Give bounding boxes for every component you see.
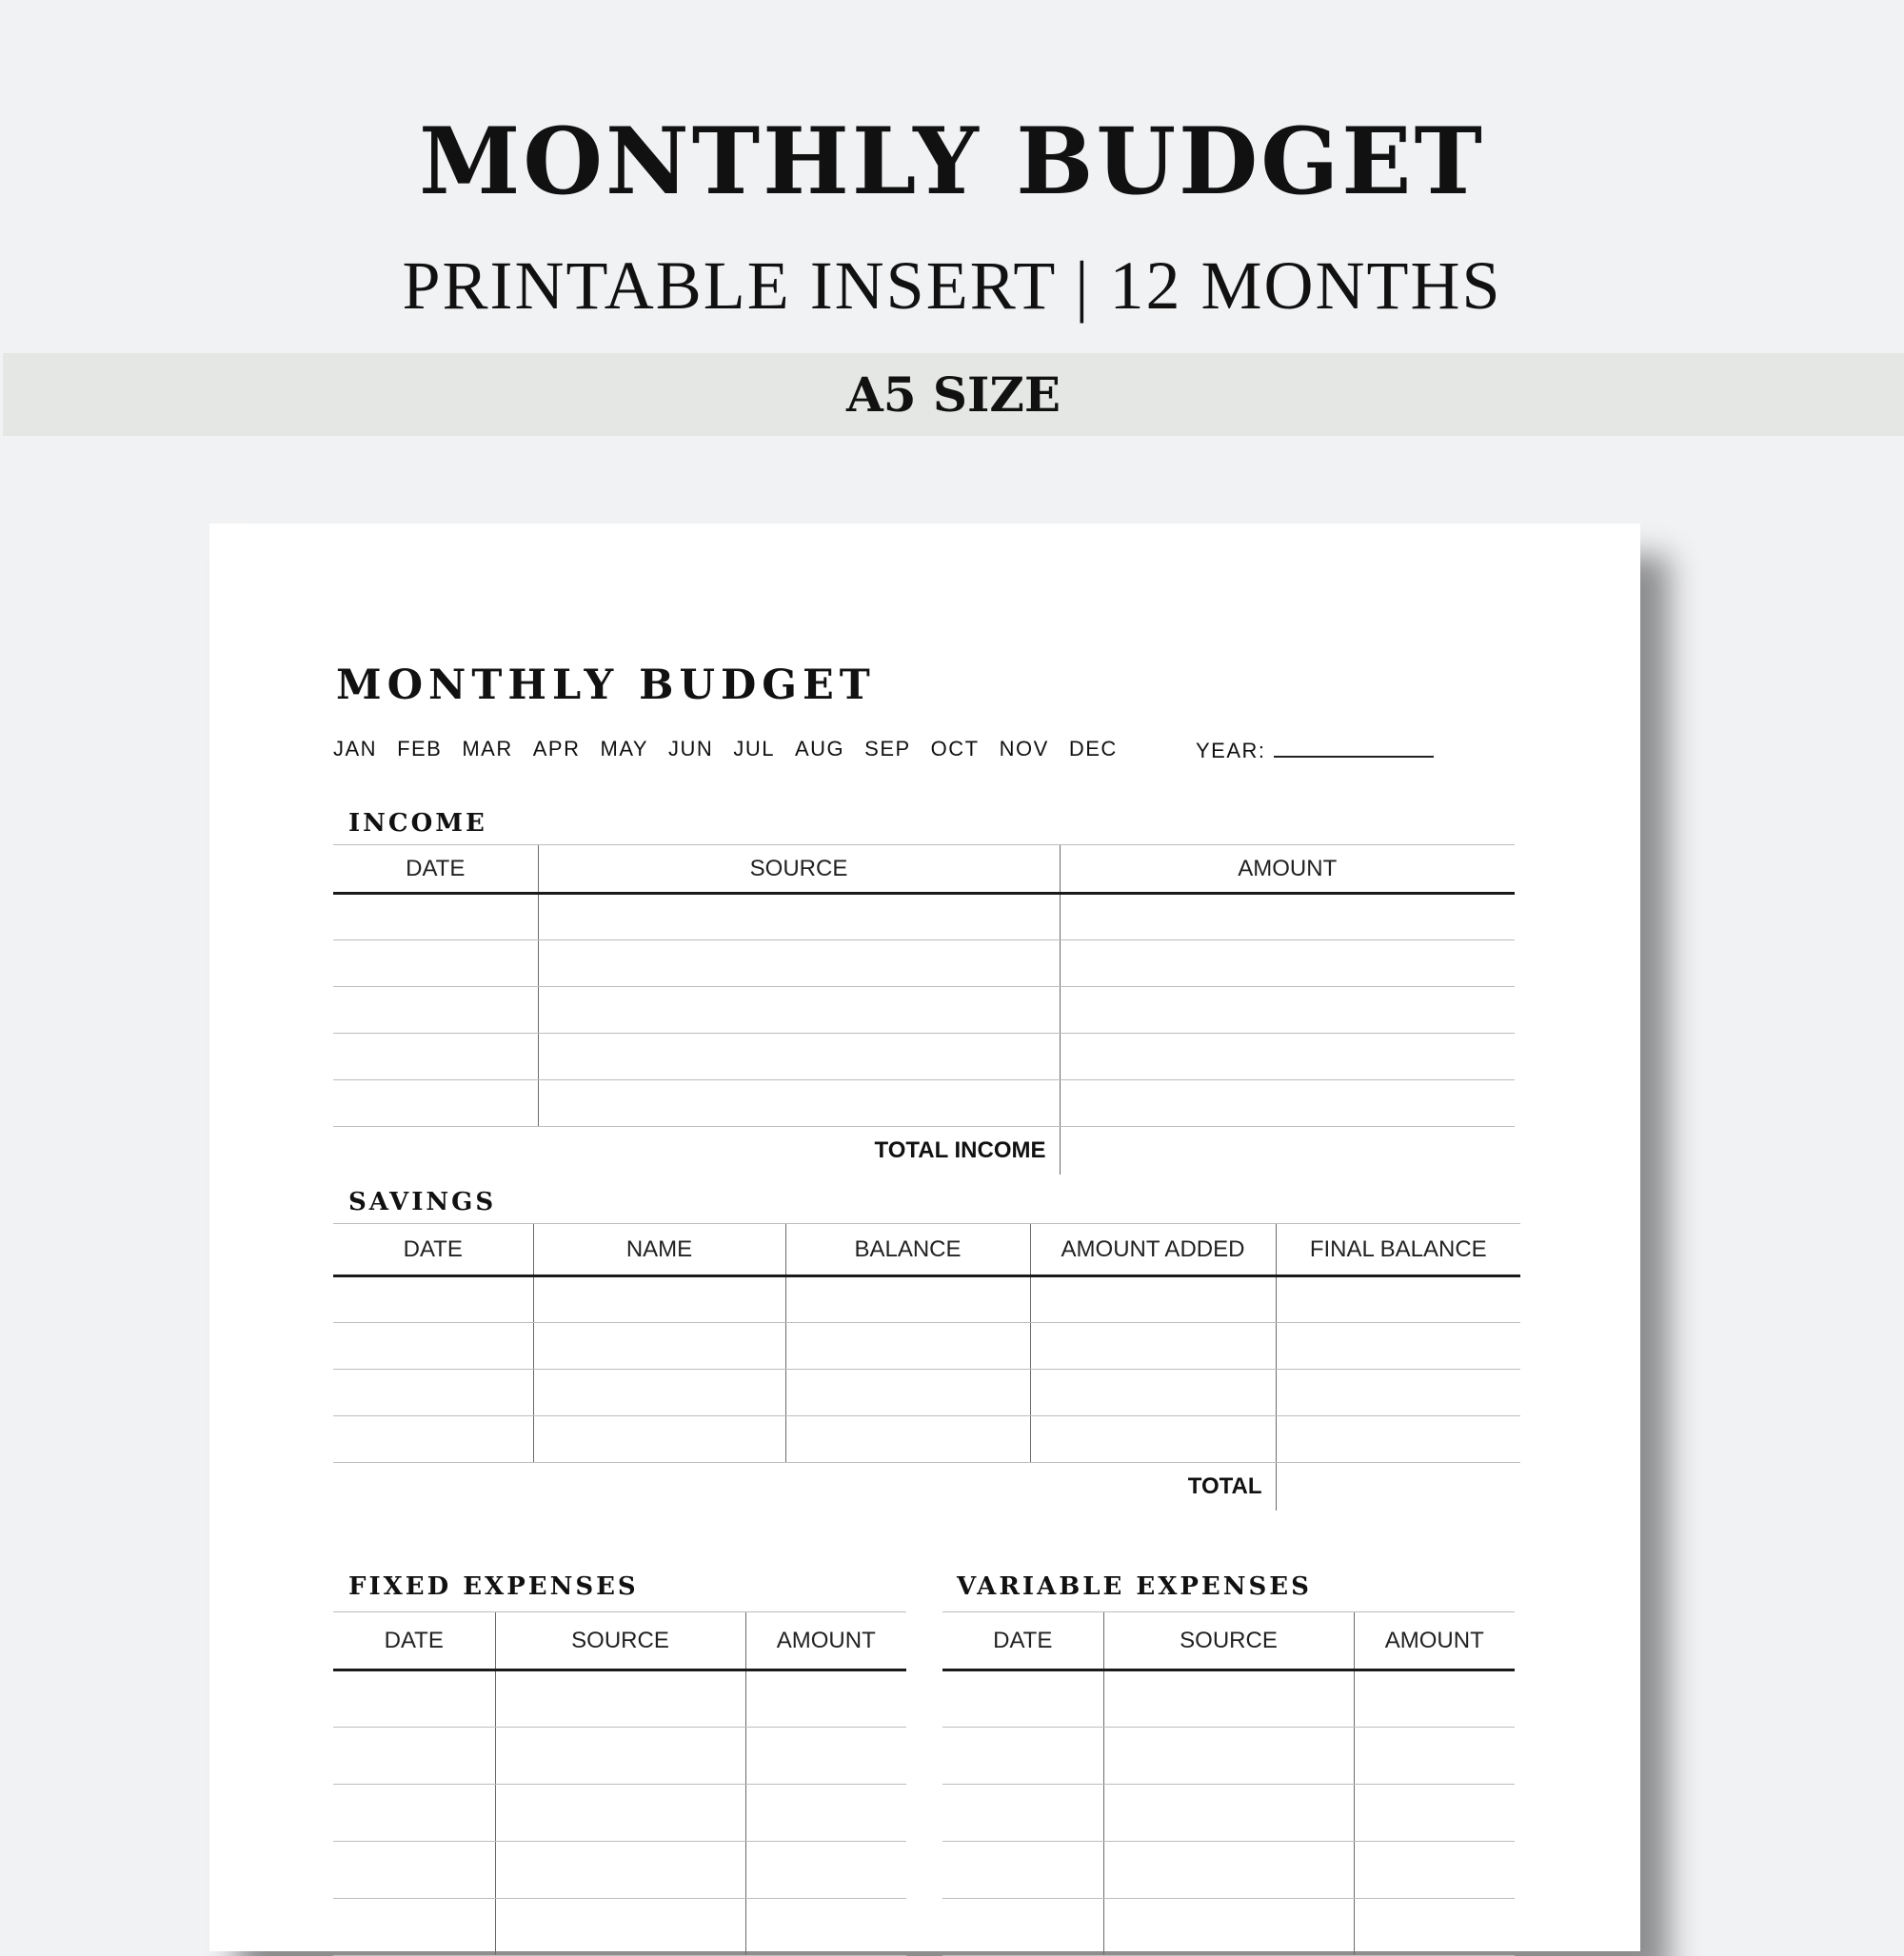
variable-col-source: SOURCE bbox=[1103, 1612, 1354, 1670]
amount-cell bbox=[1060, 1080, 1515, 1127]
table-row bbox=[333, 894, 1515, 940]
table-row bbox=[333, 1899, 906, 1956]
size-label: A5 SIZE bbox=[845, 366, 1061, 423]
variable-expenses-header-row bbox=[942, 1612, 1515, 1670]
amount-cell bbox=[745, 1842, 906, 1899]
name-cell bbox=[533, 1276, 785, 1323]
budget-sheet bbox=[209, 524, 1640, 1951]
income-total-row bbox=[333, 1127, 1515, 1175]
income-col-amount: AMOUNT bbox=[1060, 845, 1515, 894]
year-blank-line bbox=[1274, 756, 1434, 758]
amount-added-cell bbox=[1030, 1416, 1276, 1463]
table-row bbox=[942, 1842, 1515, 1899]
date-cell bbox=[942, 1785, 1103, 1842]
product-title: MONTHLY BUDGET bbox=[419, 108, 1485, 215]
source-cell bbox=[495, 1728, 745, 1785]
table-row bbox=[333, 987, 1515, 1034]
source-cell bbox=[495, 1899, 745, 1956]
year-label: YEAR: bbox=[1196, 739, 1266, 762]
savings-col-balance: BALANCE bbox=[785, 1224, 1030, 1276]
income-col-date: DATE bbox=[333, 845, 538, 894]
variable-col-amount: AMOUNT bbox=[1354, 1612, 1515, 1670]
savings-total-cell bbox=[1276, 1463, 1520, 1511]
month-option: JUL bbox=[733, 737, 775, 761]
amount-cell bbox=[1354, 1785, 1515, 1842]
table-row bbox=[942, 1728, 1515, 1785]
source-cell bbox=[538, 1034, 1060, 1080]
balance-cell bbox=[785, 1416, 1030, 1463]
date-cell bbox=[333, 987, 538, 1034]
variable-expenses-section-title: VARIABLE EXPENSES bbox=[957, 1572, 1312, 1601]
month-option: JUN bbox=[668, 737, 714, 761]
table-row bbox=[333, 1323, 1520, 1370]
amount-cell bbox=[1354, 1728, 1515, 1785]
name-cell bbox=[533, 1370, 785, 1416]
table-row bbox=[942, 1670, 1515, 1728]
source-cell bbox=[495, 1842, 745, 1899]
date-cell bbox=[942, 1728, 1103, 1785]
amount-cell bbox=[1354, 1670, 1515, 1728]
table-row bbox=[333, 1034, 1515, 1080]
amount-cell bbox=[1060, 894, 1515, 940]
product-subtitle: PRINTABLE INSERT | 12 MONTHS bbox=[402, 247, 1502, 324]
table-row bbox=[333, 1080, 1515, 1127]
income-header-row bbox=[333, 845, 1515, 894]
amount-cell bbox=[745, 1728, 906, 1785]
date-cell bbox=[942, 1842, 1103, 1899]
source-cell bbox=[495, 1785, 745, 1842]
month-option: MAY bbox=[600, 737, 649, 761]
savings-total-label: TOTAL bbox=[1187, 1472, 1262, 1499]
total-income-label: TOTAL INCOME bbox=[874, 1136, 1046, 1163]
month-selector bbox=[333, 735, 1138, 763]
date-cell bbox=[333, 940, 538, 987]
final-balance-cell bbox=[1276, 1276, 1520, 1323]
savings-col-date: DATE bbox=[333, 1224, 533, 1276]
amount-cell bbox=[745, 1785, 906, 1842]
amount-added-cell bbox=[1030, 1323, 1276, 1370]
table-row bbox=[333, 1728, 906, 1785]
date-cell bbox=[333, 1670, 495, 1728]
savings-table bbox=[333, 1223, 1520, 1511]
amount-cell bbox=[1354, 1899, 1515, 1956]
savings-header-row bbox=[333, 1224, 1520, 1276]
name-cell bbox=[533, 1323, 785, 1370]
final-balance-cell bbox=[1276, 1370, 1520, 1416]
month-option: APR bbox=[532, 737, 581, 761]
fixed-col-amount: AMOUNT bbox=[745, 1612, 906, 1670]
date-cell bbox=[333, 1842, 495, 1899]
fixed-expenses-section-title: FIXED EXPENSES bbox=[348, 1572, 639, 1601]
month-option: AUG bbox=[794, 737, 845, 761]
month-option: SEP bbox=[864, 737, 911, 761]
amount-cell bbox=[1060, 1034, 1515, 1080]
fixed-expenses-table bbox=[333, 1611, 906, 1956]
month-option: NOV bbox=[999, 737, 1049, 761]
date-cell bbox=[942, 1899, 1103, 1956]
source-cell bbox=[538, 987, 1060, 1034]
date-cell bbox=[333, 1323, 533, 1370]
date-cell bbox=[333, 1370, 533, 1416]
table-row bbox=[333, 940, 1515, 987]
balance-cell bbox=[785, 1323, 1030, 1370]
amount-cell bbox=[1060, 940, 1515, 987]
source-cell bbox=[1103, 1842, 1354, 1899]
savings-total-row bbox=[333, 1463, 1520, 1511]
source-cell bbox=[1103, 1728, 1354, 1785]
table-row bbox=[333, 1670, 906, 1728]
table-row bbox=[942, 1785, 1515, 1842]
source-cell bbox=[1103, 1670, 1354, 1728]
month-option: OCT bbox=[930, 737, 980, 761]
income-table bbox=[333, 844, 1515, 1175]
size-banner bbox=[3, 353, 1904, 436]
date-cell bbox=[333, 1034, 538, 1080]
date-cell bbox=[333, 894, 538, 940]
savings-col-final-balance: FINAL BALANCE bbox=[1276, 1224, 1520, 1276]
source-cell bbox=[538, 1080, 1060, 1127]
table-row bbox=[942, 1899, 1515, 1956]
variable-col-date: DATE bbox=[942, 1612, 1103, 1670]
source-cell bbox=[1103, 1899, 1354, 1956]
year-field bbox=[1196, 735, 1434, 763]
table-row bbox=[333, 1416, 1520, 1463]
sheet-title: MONTHLY BUDGET bbox=[336, 662, 876, 709]
date-cell bbox=[333, 1276, 533, 1323]
table-row bbox=[333, 1276, 1520, 1323]
table-row bbox=[333, 1842, 906, 1899]
table-row bbox=[333, 1785, 906, 1842]
total-income-cell bbox=[1060, 1127, 1515, 1175]
amount-added-cell bbox=[1030, 1370, 1276, 1416]
final-balance-cell bbox=[1276, 1416, 1520, 1463]
source-cell bbox=[495, 1670, 745, 1728]
fixed-expenses-header-row bbox=[333, 1612, 906, 1670]
amount-cell bbox=[1354, 1842, 1515, 1899]
source-cell bbox=[538, 940, 1060, 987]
date-cell bbox=[333, 1728, 495, 1785]
name-cell bbox=[533, 1416, 785, 1463]
month-option: DEC bbox=[1068, 737, 1118, 761]
fixed-col-source: SOURCE bbox=[495, 1612, 745, 1670]
amount-cell bbox=[1060, 987, 1515, 1034]
income-section-title: INCOME bbox=[348, 809, 487, 838]
date-cell bbox=[333, 1080, 538, 1127]
date-cell bbox=[333, 1899, 495, 1956]
date-cell bbox=[942, 1670, 1103, 1728]
savings-section-title: SAVINGS bbox=[348, 1188, 497, 1216]
savings-col-amount-added: AMOUNT ADDED bbox=[1030, 1224, 1276, 1276]
amount-cell bbox=[745, 1899, 906, 1956]
variable-expenses-table bbox=[942, 1611, 1515, 1956]
fixed-col-date: DATE bbox=[333, 1612, 495, 1670]
amount-cell bbox=[745, 1670, 906, 1728]
source-cell bbox=[538, 894, 1060, 940]
month-option: MAR bbox=[462, 737, 513, 761]
month-option: FEB bbox=[397, 737, 443, 761]
savings-col-name: NAME bbox=[533, 1224, 785, 1276]
source-cell bbox=[1103, 1785, 1354, 1842]
month-option: JAN bbox=[333, 737, 378, 761]
final-balance-cell bbox=[1276, 1323, 1520, 1370]
balance-cell bbox=[785, 1370, 1030, 1416]
date-cell bbox=[333, 1785, 495, 1842]
table-row bbox=[333, 1370, 1520, 1416]
date-cell bbox=[333, 1416, 533, 1463]
amount-added-cell bbox=[1030, 1276, 1276, 1323]
income-col-source: SOURCE bbox=[538, 845, 1060, 894]
balance-cell bbox=[785, 1276, 1030, 1323]
